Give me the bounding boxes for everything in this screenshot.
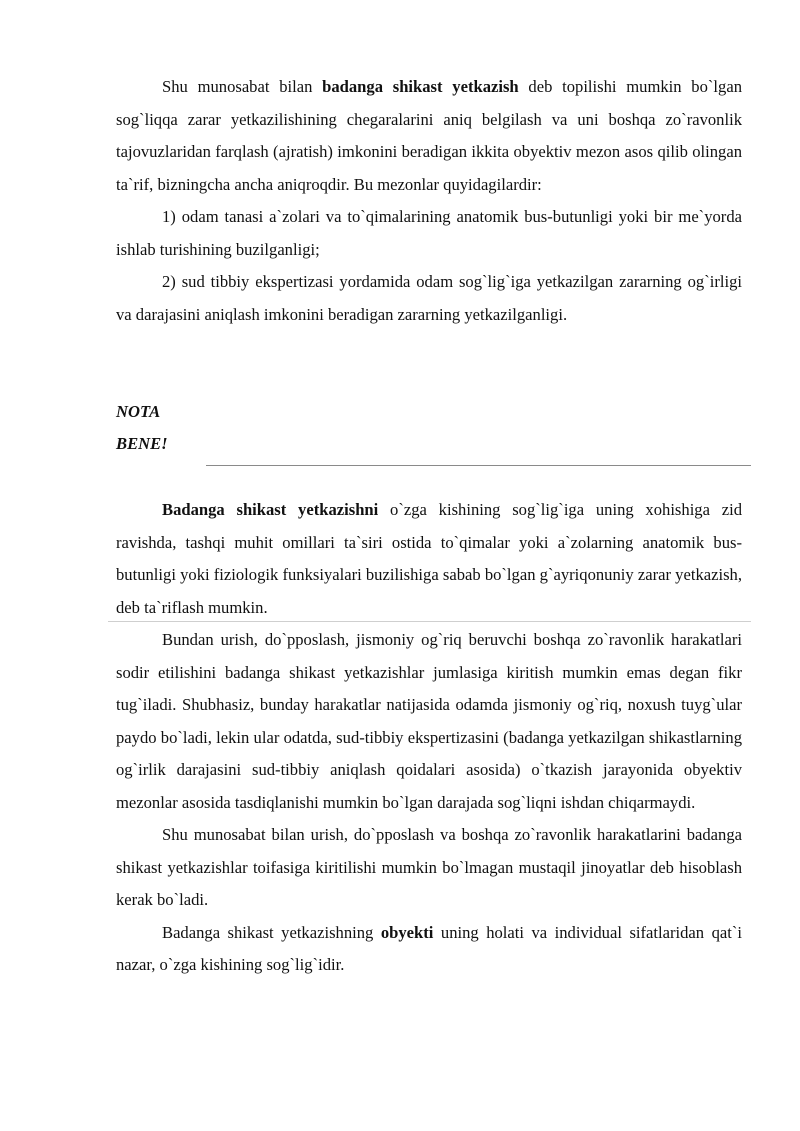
independent-crimes-paragraph: Shu munosabat bilan urish, do`pposlash va boshqa zo`ravonlik harakatlarini badanga shikast yetkazishlar toifasiga kiritilishi mumkin bo`lmagan mustaqil jinoyatlar deb hisoblash kerak bo`ladi. [116, 825, 742, 909]
definition-paragraph [116, 494, 742, 624]
intro-text-start: Shu munosabat bilan [162, 77, 323, 96]
main-section [116, 494, 742, 982]
intro-bold-term: badanga shikast yetkazish [322, 77, 519, 96]
criteria-intro-paragraph [116, 71, 742, 201]
object-text-end: uning holati va individual sifatlaridan qat`i nazar, o`zga kishining sog`lig`idir. [116, 922, 742, 974]
beating-paragraph: Bundan urish, do`pposlash, jismoniy og`riq beruvchi boshqa zo`ravonlik harakatlari sodir etilishini badanga shikast yetkazishlar jumlasiga kiritish mumkin emas degan fikr tug`iladi. Shubhasiz, bunday harakatlar natijasida odamda jismoniy og`riq, noxush tuyg`ular paydo bo`ladi, lekin ular odatda, sud-tibbiy ekspertizasini (badanga yetkazilgan shikastlarning og`irlik darajasini sud-tibbiy aniqlash qoidalari asosida) o`tkazish jarayonida obyektiv mezonlar asosida tasdiqlanishi mumkin bo`lgan darajada sog`liqni ishdan chiqarmaydi. [116, 630, 742, 812]
object-bold-term: obyekti [380, 922, 434, 942]
definition-text: o`zga kishining sog`lig`iga uning xohishiga zid ravishda, tashqi muhit omillari ta`siri ostida to`qimalar yoki a`zolarning anatomik bus-butunligi yoki fiziologik funksiyalari buzilishiga sabab bo`lgan g`ayriqonuniy zarar yetkazish, deb ta`riflash mumkin. [116, 500, 742, 617]
definition-underline [108, 621, 751, 622]
criterion-2-paragraph: 2) sud tibbiy ekspertizasi yordamida odam sog`lig`iga yetkazilgan zararning og`irligi va darajasini aniqlash imkonini beradigan zararning yetkazilganligi. [116, 272, 742, 324]
intro-section [116, 71, 742, 331]
object-paragraph [116, 917, 742, 982]
intro-text-end: deb topilishi mumkin bo`lgan sog`liqqa zarar yetkazilishining chegaralarini aniq belgilash va uni boshqa zo`ravonlik tajovuzlaridan farqlash (ajratish) imkonini beradigan ikkita obyektiv mezon asos qilib olingan ta`rif, bizningcha ancha aniqroqdir. Bu mezonlar quyidagilardir: [116, 77, 742, 194]
nota-bene-divider [206, 465, 751, 466]
criterion-1-paragraph: 1) odam tanasi a`zolari va to`qimalarining anatomik bus-butunligi yoki bir me`yorda ishlab turishining buzilganligi; [116, 207, 742, 259]
nota-bene-line-2: BENE! [116, 434, 168, 453]
object-text-start: Badanga shikast yetkazishning [162, 922, 381, 942]
definition-bold-term: Badanga shikast yetkazishni [162, 500, 379, 519]
nota-bene-line-1: NOTA [116, 402, 161, 421]
